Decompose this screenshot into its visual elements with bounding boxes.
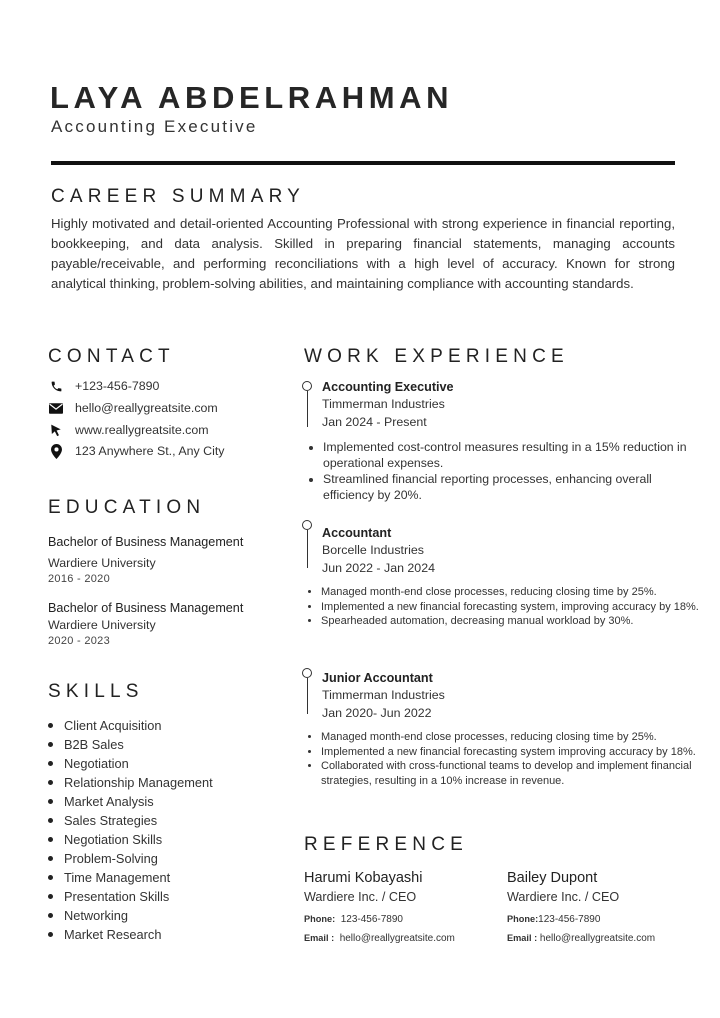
reference-name: Bailey Dupont [507, 870, 598, 886]
job-bullet: • Implemented a new financial forecasting system, improving accuracy by 18%. [321, 600, 704, 615]
job-entry [322, 378, 454, 431]
job-dates: Jan 2024 - Present [322, 415, 427, 429]
contact-email-text: hello@reallygreatsite.com [75, 401, 218, 415]
skill-item: Client Acquisition [48, 717, 161, 735]
timeline-marker [302, 668, 314, 714]
education-heading: EDUCATION [48, 497, 206, 518]
skills-heading: SKILLS [48, 681, 144, 702]
skill-item: B2B Sales [48, 736, 124, 754]
reference-email: Email : hello@reallygreatsite.com [304, 933, 455, 944]
reference-card [507, 869, 655, 946]
job-company: Timmerman Industries [322, 688, 445, 702]
timeline-marker [302, 520, 314, 568]
job-company: Borcelle Industries [322, 543, 424, 557]
skill-item: Relationship Management [48, 774, 213, 792]
job-bullet: • Streamlined financial reporting processes, enhancing overall efficiency by 20%. [323, 471, 698, 503]
job-title-subtitle: Accounting Executive [51, 117, 258, 136]
job-bullet: • Collaborated with cross-functional teams to develop and implement financial strategies, resulting in a 10% increase in revenue. [321, 759, 716, 788]
contact-website[interactable] [48, 420, 209, 440]
reference-phone: Phone:123-456-7890 [507, 914, 601, 925]
education-years: 2020 - 2023 [48, 635, 111, 647]
contact-address-text: 123 Anywhere St., Any City [75, 444, 225, 458]
location-pin-icon [48, 443, 64, 459]
skill-item: Negotiation Skills [48, 831, 162, 849]
skill-item: Sales Strategies [48, 812, 157, 830]
resume-name: LAYA ABDELRAHMAN [50, 80, 454, 115]
education-entry [48, 600, 243, 648]
job-title: Accounting Executive [322, 380, 454, 394]
phone-icon [48, 378, 64, 394]
job-title: Accountant [322, 526, 392, 540]
career-summary-text: Highly motivated and detail-oriented Accounting Professional with strong experience in financial reporting, bookkeeping, and data analysis. Skilled in preparing financial statements, managing accounts payable/receivable, and performing reconciliations with a high level of accuracy. Known for strong analytical thinking, problem-solving abilities, and maintaining compliance with accounting standards. [51, 216, 675, 291]
job-bullets [303, 585, 704, 629]
header-divider [51, 161, 675, 165]
contact-address [48, 441, 224, 461]
education-degree: Bachelor of Business Management [48, 535, 244, 549]
timeline-marker [302, 381, 314, 427]
skill-item: Market Analysis [48, 793, 154, 811]
job-bullets [303, 730, 716, 788]
job-bullet: • Implemented a new financial forecasting system improving accuracy by 18%. [321, 745, 716, 760]
skill-item: Market Research [48, 926, 161, 944]
job-bullet: • Managed month-end close processes, reducing closing time by 25%. [321, 730, 716, 745]
contact-phone-text: +123-456-7890 [75, 379, 160, 393]
reference-role: Wardiere Inc. / CEO [304, 890, 417, 904]
job-company: Timmerman Industries [322, 397, 445, 411]
education-school: Wardiere University [48, 556, 156, 570]
education-degree: Bachelor of Business Management [48, 601, 244, 615]
job-dates: Jun 2022 - Jan 2024 [322, 561, 435, 575]
career-summary-heading: CAREER SUMMARY [51, 186, 306, 207]
contact-heading: CONTACT [48, 346, 175, 367]
education-entry [48, 534, 243, 586]
contact-website-text: www.reallygreatsite.com [75, 423, 209, 437]
skill-item: Networking [48, 907, 128, 925]
job-entry [322, 524, 435, 577]
contact-email[interactable] [48, 398, 218, 418]
reference-heading: REFERENCE [304, 834, 468, 855]
job-bullet: • Implemented cost-control measures resulting in a 15% reduction in operational expenses. [323, 439, 698, 471]
work-experience-heading: WORK EXPERIENCE [304, 346, 569, 367]
job-bullet: • Managed month-end close processes, reducing closing time by 25%. [321, 585, 704, 600]
skill-item: Negotiation [48, 755, 129, 773]
education-school: Wardiere University [48, 618, 156, 632]
job-dates: Jan 2020- Jun 2022 [322, 706, 432, 720]
cursor-icon [48, 422, 64, 438]
reference-name: Harumi Kobayashi [304, 870, 423, 886]
job-entry [322, 669, 445, 722]
job-bullets [305, 439, 698, 503]
reference-email: Email : hello@reallygreatsite.com [507, 933, 656, 944]
reference-phone: Phone: 123-456-7890 [304, 914, 403, 925]
contact-phone[interactable] [48, 376, 159, 396]
education-years: 2016 - 2020 [48, 573, 111, 585]
skill-item: Problem-Solving [48, 850, 158, 868]
job-bullet: • Spearheaded automation, decreasing manual workload by 30%. [321, 614, 704, 629]
reference-card [304, 869, 455, 946]
skill-item: Presentation Skills [48, 888, 169, 906]
job-title: Junior Accountant [322, 671, 433, 685]
skill-item: Time Management [48, 869, 170, 887]
reference-role: Wardiere Inc. / CEO [507, 890, 620, 904]
envelope-icon [48, 400, 64, 416]
